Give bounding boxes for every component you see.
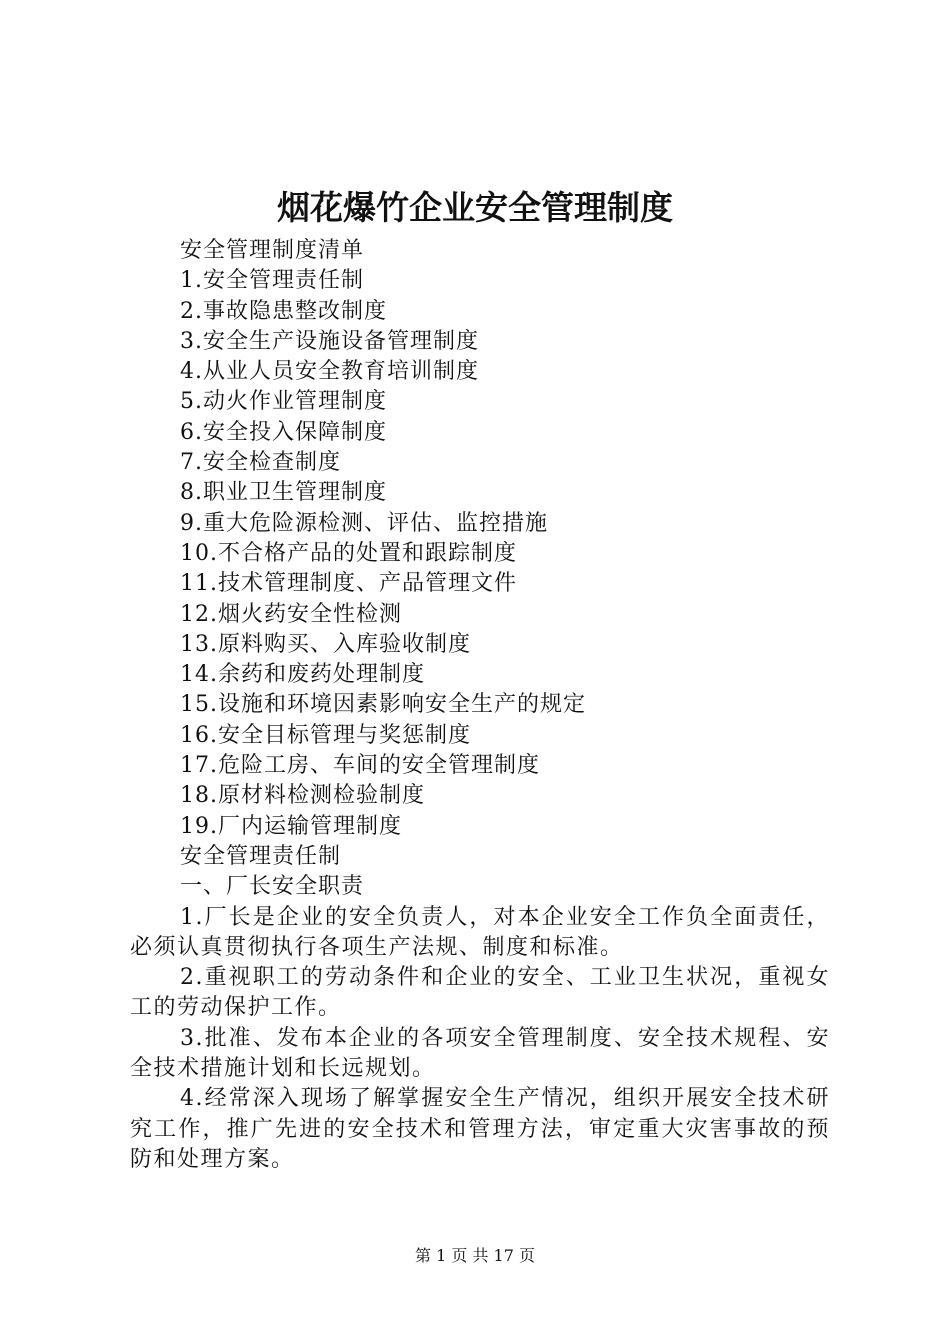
toc-item: 4.从业人员安全教育培训制度 <box>180 359 479 385</box>
paragraph: 2.重视职工的劳动条件和企业的安全、工业卫生状况，重视女工的劳动保护工作。 <box>130 965 830 1021</box>
subsection-heading: 一、厂长安全职责 <box>180 874 365 900</box>
page-footer: 第 1 页 共 17 页 <box>415 1246 535 1265</box>
document-title: 烟花爆竹企业安全管理制度 <box>277 188 673 227</box>
toc-item: 8.职业卫生管理制度 <box>180 480 387 506</box>
toc-item: 12.烟火药安全性检测 <box>180 601 402 627</box>
toc-item: 1.安全管理责任制 <box>180 268 364 294</box>
toc-item: 13.原料购买、入库验收制度 <box>180 631 471 657</box>
toc-item: 14.余药和废药处理制度 <box>180 662 425 688</box>
toc-item: 7.安全检查制度 <box>180 450 341 476</box>
toc-item: 10.不合格产品的处置和跟踪制度 <box>180 540 517 566</box>
document-body <box>130 236 830 1175</box>
toc-item: 9.重大危险源检测、评估、监控措施 <box>180 510 548 536</box>
section-heading: 安全管理责任制 <box>180 843 342 869</box>
toc-item: 11.技术管理制度、产品管理文件 <box>180 571 517 597</box>
toc-item: 15.设施和环境因素影响安全生产的规定 <box>180 692 586 718</box>
toc-item: 3.安全生产设施设备管理制度 <box>180 328 479 354</box>
paragraph: 3.批准、发布本企业的各项安全管理制度、安全技术规程、安全技术措施计划和长远规划。 <box>130 1025 830 1082</box>
toc-item: 6.安全投入保障制度 <box>180 419 387 445</box>
toc-list <box>130 266 830 842</box>
toc-heading: 安全管理制度清单 <box>180 238 365 263</box>
paragraph: 1.厂长是企业的安全负责人，对本企业安全工作负全面责任，必须认真贯彻执行各项生产法规、制度和标准。 <box>130 904 830 960</box>
toc-item: 5.动火作业管理制度 <box>180 389 387 415</box>
toc-item: 18.原材料检测检验制度 <box>180 783 425 809</box>
toc-item: 16.安全目标管理与奖惩制度 <box>180 722 471 748</box>
toc-item: 19.厂内运输管理制度 <box>180 813 402 839</box>
toc-item: 2.事故隐患整改制度 <box>180 298 387 324</box>
toc-item: 17.危险工房、车间的安全管理制度 <box>180 753 540 779</box>
paragraph: 4.经常深入现场了解掌握安全生产情况，组织开展安全技术研究工作，推广先进的安全技术和管理方法，审定重大灾害事故的预防和处理方案。 <box>130 1086 830 1172</box>
